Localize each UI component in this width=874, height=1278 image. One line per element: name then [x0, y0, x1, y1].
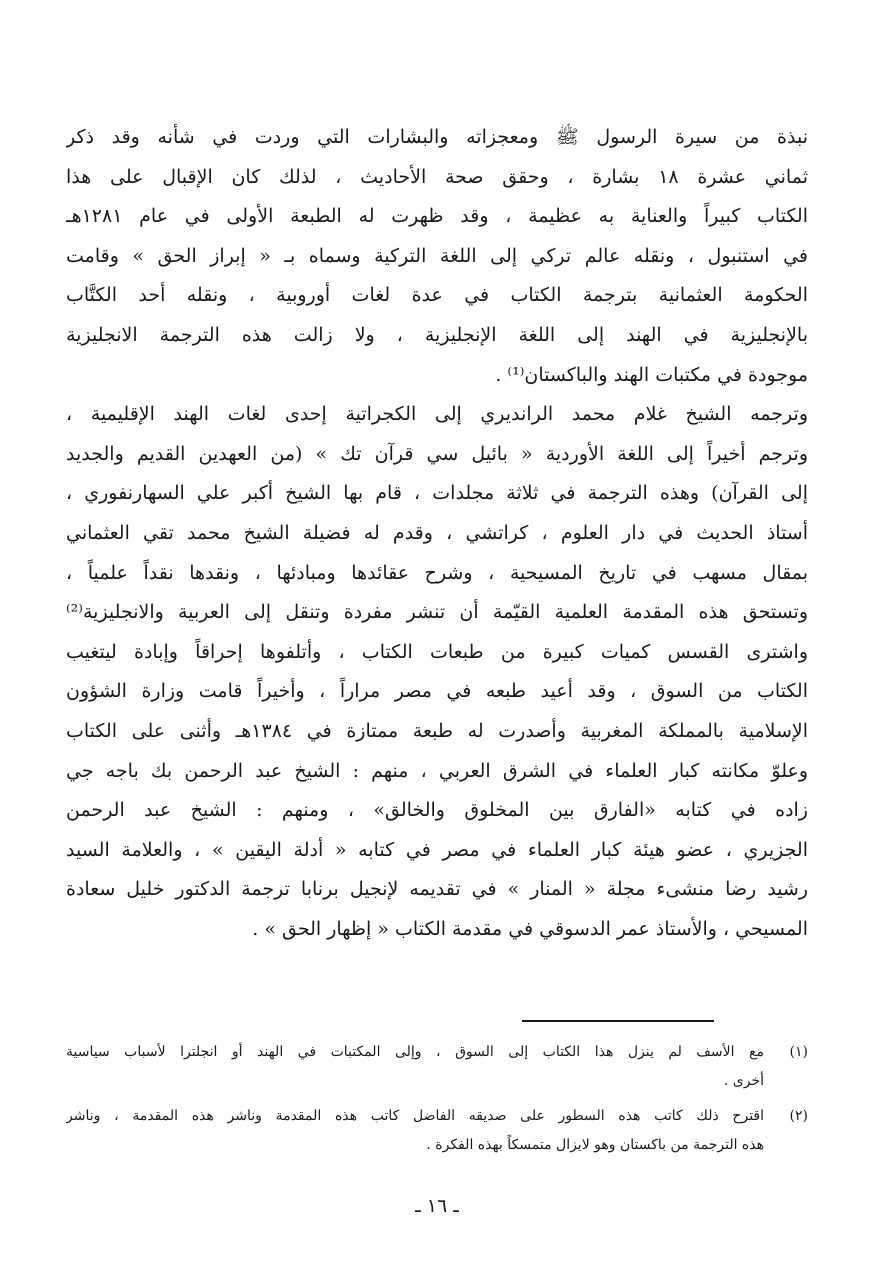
text-line: زاده في كتابه «الفارق بين المخلوق والخالق» ، ومنهم : الشيخ عبد الرحمن [66, 799, 808, 822]
text-line: في استنبول ، ونقله عالم تركي إلى اللغة التركية وسماه بـ « إبراز الحق » وقامت [66, 244, 808, 267]
text-line: المسيحي ، والأستاذ عمر الدسوقي في مقدمة الكتاب « إظهار الحق » . [252, 917, 808, 940]
text-line: الكتاب كبيراً والعناية به عظيمة ، وقد ظهرت له الطبعة الأولى في عام ١٢٨١هـ [66, 205, 808, 228]
text-line: وتستحق هذه المقدمة العلمية القيّمة أن تنشر مفردة وتنقل إلى العربية والانجليزية⁽²⁾ [66, 601, 808, 624]
text-line: بمقال مسهب في تاريخ المسيحية ، وشرح عقائدها ومبادئها ، ونقدها نقداً علمياً ، [66, 561, 808, 584]
text-line: بالإنجليزية في الهند إلى اللغة الإنجليزية ، ولا زالت هذه الترجمة الانجليزية [66, 323, 808, 346]
text-line: نبذة من سيرة الرسول ﷺ ومعجزاته والبشارات التي وردت في شأنه وقد ذكر [66, 126, 808, 148]
text-line: الحكومة العثمانية بترجمة الكتاب في عدة لغات أوروبية ، ونقله أحد الكتَّاب [66, 284, 808, 307]
text-line: وترجم أخيراً إلى اللغة الأوردية « بائيل سي قرآن تك » (من العهدين القديم والجديد [66, 442, 808, 465]
footnote-2 [66, 1102, 808, 1160]
page-number: ـ ١٦ ـ [415, 1195, 459, 1217]
footnote-1 [66, 1038, 808, 1096]
text-line: أستاذ الحديث في دار العلوم ، كراتشي ، وقدم له فضيلة الشيخ محمد تقي العثماني [66, 521, 808, 544]
text-line: وعلوّ مكانته كبار العلماء في الشرق العربي ، منهم : الشيخ عبد الرحمن بك باجه جي [66, 759, 808, 782]
footnote-number: (٢) [789, 1108, 808, 1124]
footnotes [66, 1038, 808, 1160]
text-line: واشترى القسس كميات كبيرة من طبعات الكتاب ، وأتلفوها إحراقاً وإبادة ليتغيب [66, 640, 808, 663]
footnote-line: مع الأسف لم ينزل هذا الكتاب إلى السوق ، وإلى المكتبات في الهند أو انجلترا لأسباب سياسية [66, 1044, 764, 1060]
footnote-line: أخرى . [723, 1073, 764, 1089]
text-line: ثماني عشرة ١٨ بشارة ، وحقق صحة الأحاديث ، لذلك كان الإقبال على هذا [66, 165, 808, 188]
text-line: الإسلامية بالمملكة المغربية وأصدرت له طبعة ممتازة في ١٣٨٤هـ وأثنى على الكتاب [66, 719, 808, 742]
text-line: موجودة في مكتبات الهند والباكستان⁽¹⁾ . [495, 363, 808, 386]
text-line: وترجمه الشيخ غلام محمد الرانديري إلى الكجراتية إحدى لغات الهند الإقليمية ، [66, 403, 808, 426]
text-line: رشيد رضا منشىء مجلة « المنار » في تقديمه لإنجيل برنابا ترجمة الدكتور خليل سعادة [66, 878, 808, 901]
footnote-line: هذه الترجمة من باكستان وهو لايزال متمسكاً بهذه الفكرة . [426, 1137, 764, 1153]
text-line: الكتاب من السوق ، وقد أعيد طبعه في مصر مراراً ، وأخيراً قامت وزارة الشؤون [66, 680, 808, 703]
main-text [66, 118, 808, 949]
text-line: الجزيري ، عضو هيئة كبار العلماء في مصر في كتابه « أدلة اليقين » ، والعلامة السيد [66, 838, 808, 861]
text-line: إلى القرآن) وهذه الترجمة في ثلاثة مجلدات ، قام بها الشيخ أكبر علي السهارنفوري ، [66, 482, 808, 505]
footnote-number: (١) [789, 1044, 808, 1060]
footnote-line: اقترح ذلك كاتب هذه السطور على صديقه الفاضل كاتب هذه المقدمة وناشر هذه المقدمة ، وناشر [66, 1108, 764, 1124]
footnote-separator [522, 1020, 714, 1022]
